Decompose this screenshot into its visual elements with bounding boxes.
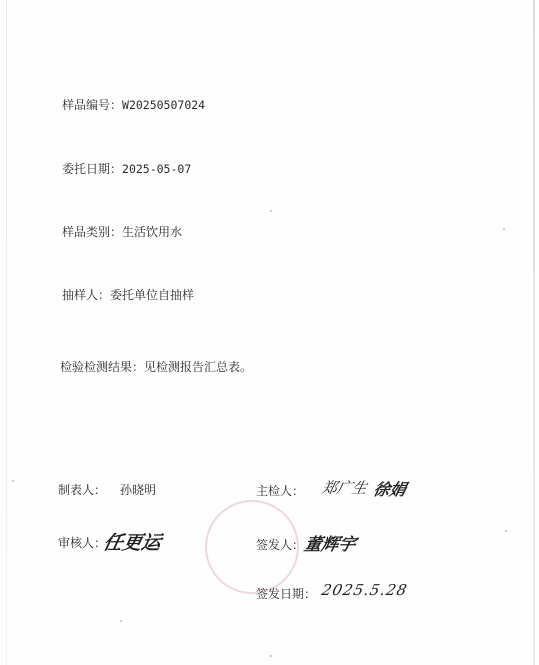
scan-speck [270, 210, 272, 212]
sampler-value: 委托单位自抽样 [110, 288, 195, 302]
entrust-date-value: 2025-05-07 [122, 162, 192, 176]
issuer-signature: 董辉宇 [302, 535, 358, 555]
chief-inspector-label: 主检人： [256, 484, 305, 498]
result-value: 见检测报告汇总表。 [144, 360, 253, 374]
scan-speck [505, 530, 507, 532]
reviewer-signature: 任更运 [101, 532, 164, 554]
scan-speck [503, 228, 505, 230]
sampler-row [62, 287, 194, 303]
chief-inspector-signature-1: 郑广生 [319, 479, 369, 497]
prepared-by-value: 孙晓明 [120, 483, 157, 497]
sample-number-row [62, 97, 205, 113]
scan-speck [270, 655, 272, 657]
reviewer-label: 审核人： [58, 536, 107, 550]
sample-number-value: W20250507024 [122, 98, 206, 112]
issuer-label: 签发人： [256, 538, 305, 552]
sample-number-label: 样品编号： [62, 98, 123, 112]
page-edge-right [533, 0, 535, 665]
prepared-by-row [58, 482, 156, 498]
sample-type-label: 样品类别： [62, 225, 123, 239]
page-edge-left [6, 0, 7, 665]
sample-type-value: 生活饮用水 [122, 225, 183, 239]
result-row [60, 359, 252, 375]
result-label: 检验检测结果： [60, 360, 145, 374]
sample-type-row [62, 224, 182, 240]
prepared-by-label: 制表人： [58, 483, 107, 497]
chief-inspector-signature-2: 徐娟 [371, 480, 408, 499]
scan-speck [120, 620, 122, 622]
entrust-date-row [62, 161, 191, 177]
issue-date-label: 签发日期： [256, 587, 317, 601]
sampler-label: 抽样人： [62, 288, 111, 302]
issue-date-handwritten: 2025.5.28 [320, 581, 410, 599]
scan-speck [12, 480, 14, 482]
entrust-date-label: 委托日期： [62, 162, 123, 176]
